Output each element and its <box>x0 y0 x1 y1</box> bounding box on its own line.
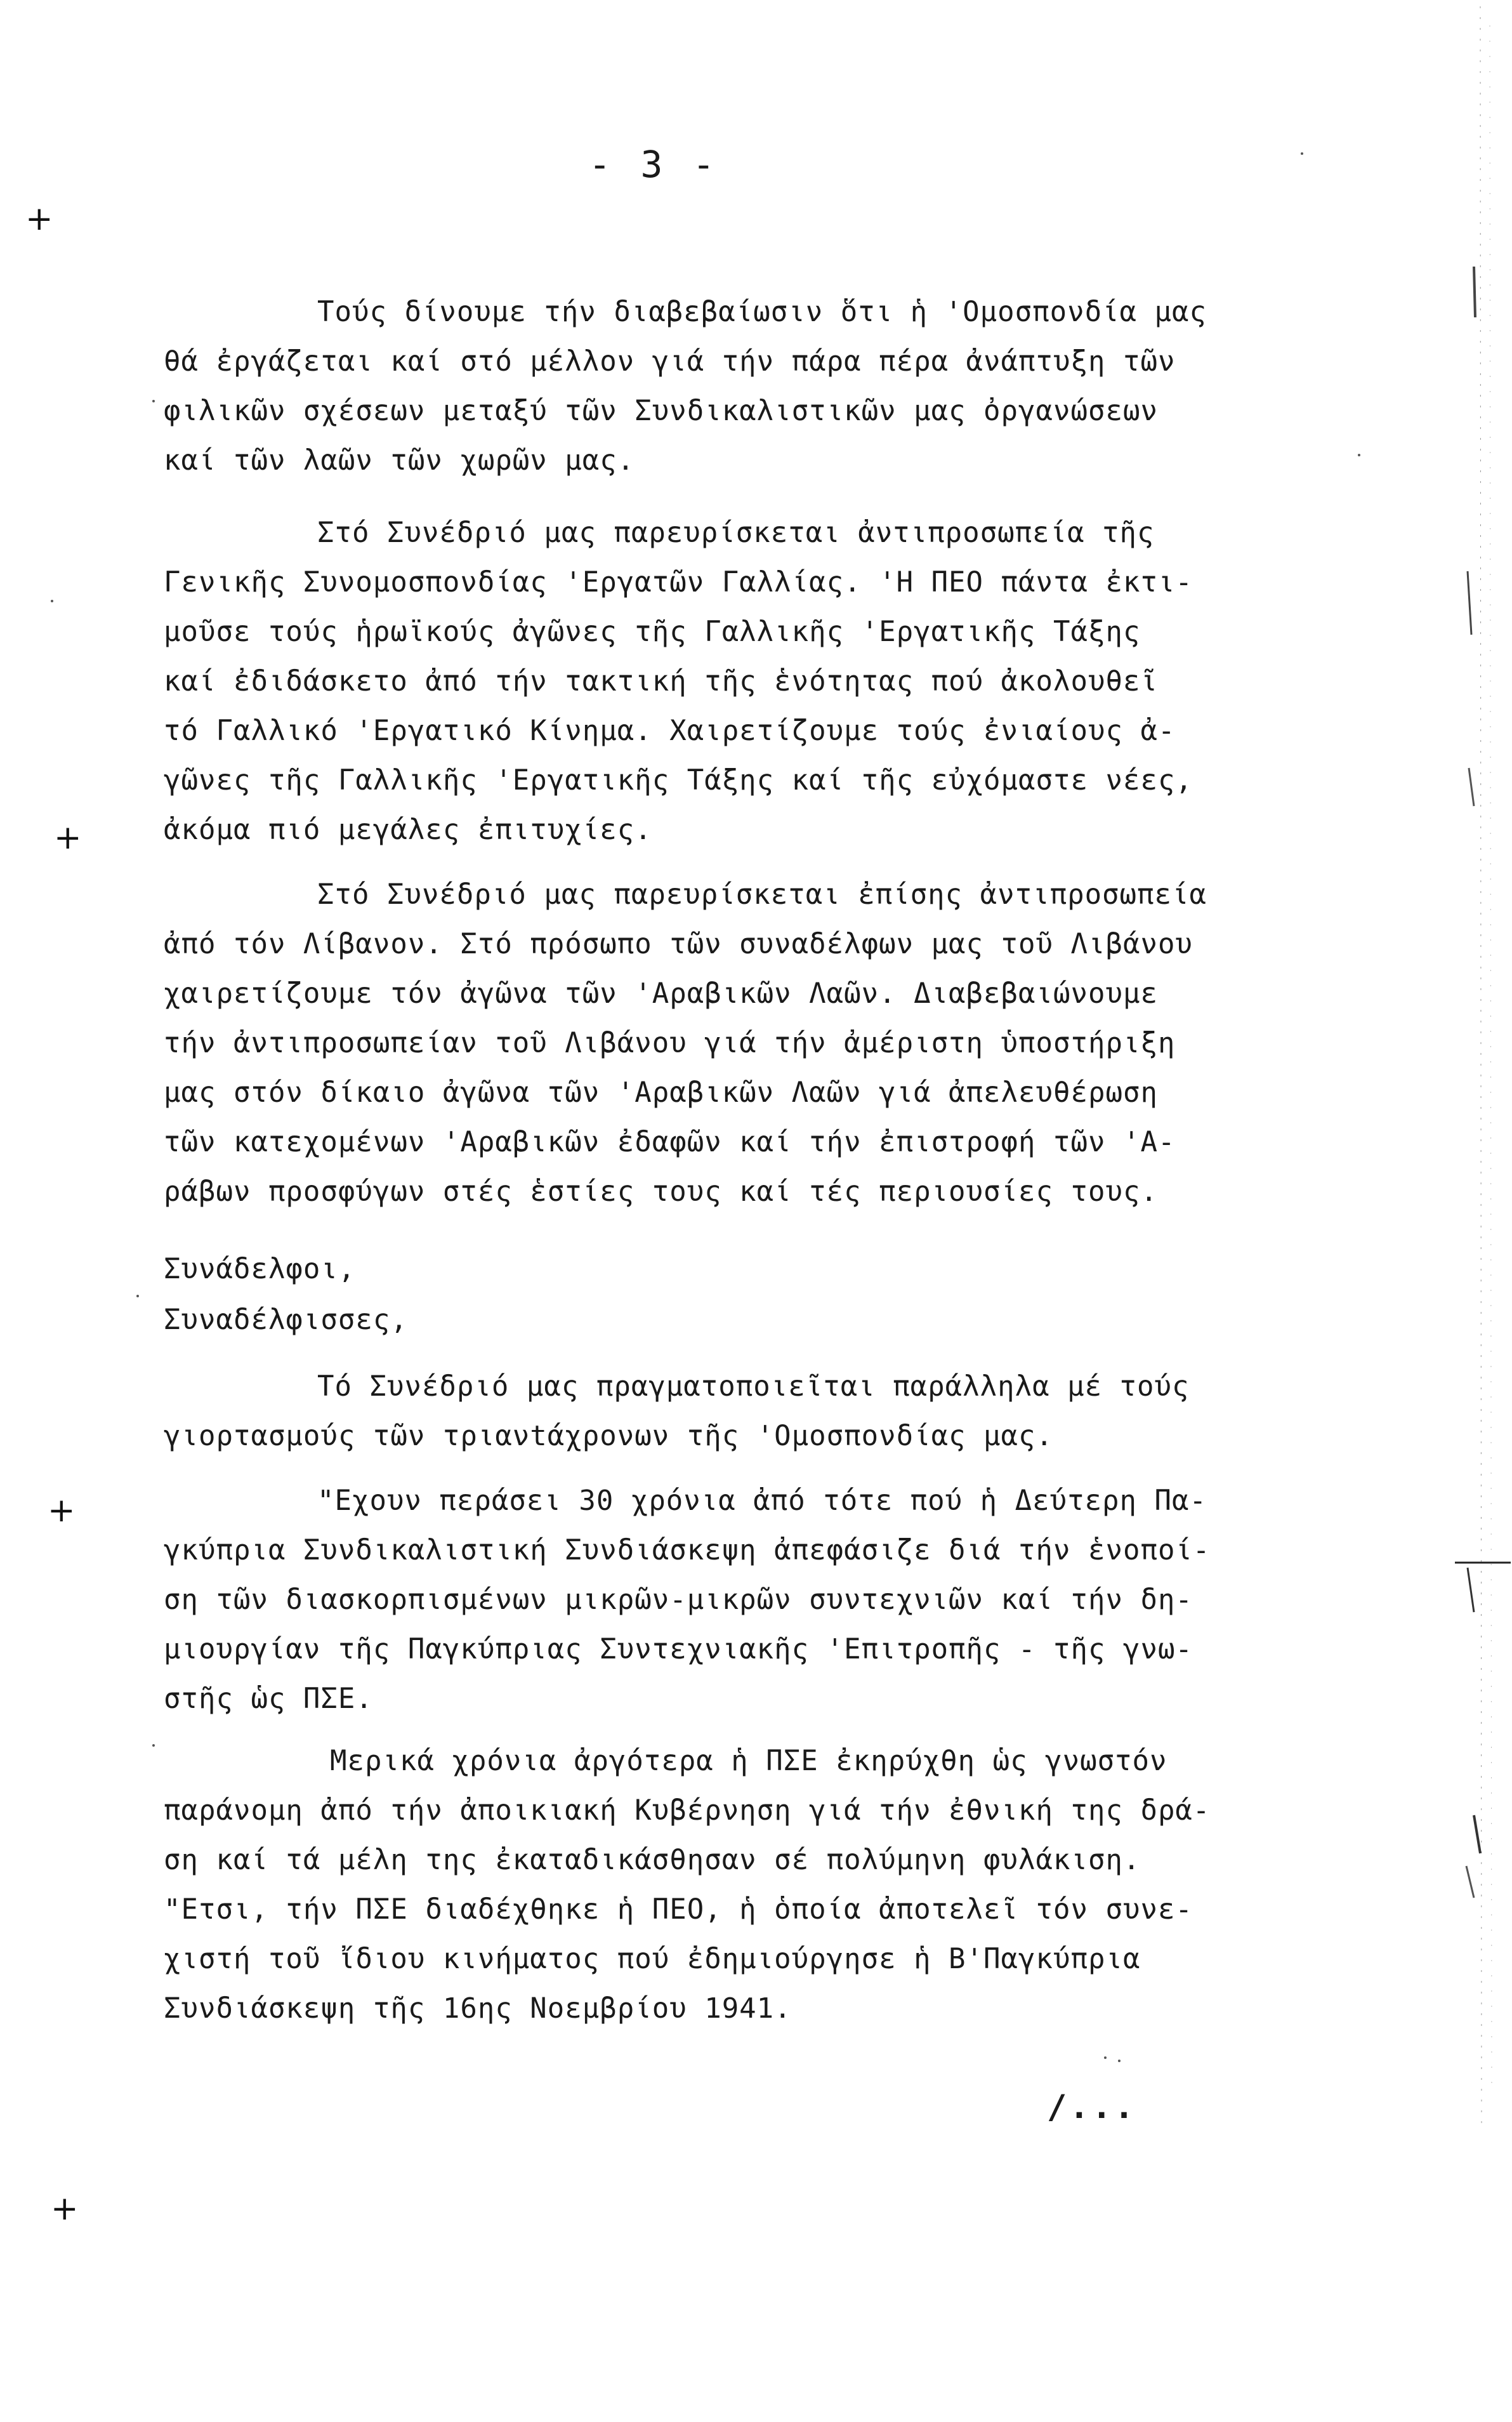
text-line: τήν ἀντιπροσωπείαν τοῦ Λιβάνου γιά τήν ἀμέριστη ὑποστήριξη <box>164 1027 1176 1059</box>
text-line: ἀπό τόν Λίβανον. Στό πρόσωπο τῶν συναδέλφων μας τοῦ Λιβάνου <box>164 928 1193 960</box>
margin-mark-2: + <box>54 819 82 857</box>
text-line: στῆς ὡς ΠΣΕ. <box>164 1683 373 1715</box>
text-line: ράβων προσφύγων στές ἑστίες τους καί τές περιουσίες τους. <box>164 1175 1158 1208</box>
salutation-line: Συναδέλφισσες, <box>164 1304 408 1336</box>
text-line: Στό Συνέδριό μας παρευρίσκεται ἀντιπροσωπεία τῆς <box>317 517 1155 549</box>
text-line: θά ἐργάζεται καί στό μέλλον γιά τήν πάρα πέρα ἀνάπτυξη τῶν <box>164 345 1176 378</box>
margin-mark-4: + <box>51 2190 79 2228</box>
text-line: τῶν κατεχομένων 'Αραβικῶν ἐδαφῶν καί τήν ἐπιστροφή τῶν 'Α- <box>164 1126 1176 1158</box>
text-line: γκύπρια Συνδικαλιστική Συνδιάσκεψη ἀπεφάσιζε διά τήν ἑνοποί- <box>164 1534 1211 1566</box>
text-line: χιστή τοῦ ἴδιου κινήματος πού ἐδημιούργησε ἡ Β'Παγκύπρια <box>164 1943 1141 1975</box>
text-line: ἀκόμα πιό μεγάλες ἐπιτυχίες. <box>164 814 652 846</box>
text-line: "Εχουν περάσει 30 χρόνια ἀπό τότε πού ἡ Δεύτερη Πα- <box>317 1485 1207 1517</box>
text-line: καί τῶν λαῶν τῶν χωρῶν μας. <box>164 444 635 477</box>
page-number: - 3 - <box>588 143 719 186</box>
scan-speck <box>1118 2060 1121 2062</box>
scan-speck <box>152 400 155 402</box>
text-line: ση καί τά μέλη της ἐκαταδικάσθησαν σέ πολύμηνη φυλάκιση. <box>164 1844 1141 1876</box>
text-line: φιλικῶν σχέσεων μεταξύ τῶν Συνδικαλιστικῶν μας ὀργανώσεων <box>164 395 1158 427</box>
margin-mark-3: + <box>48 1492 76 1530</box>
margin-mark-1: + <box>25 200 53 238</box>
scan-speck <box>136 1295 139 1297</box>
text-line: Γενικῆς Συνομοσπονδίας 'Εργατῶν Γαλλίας. 'Η ΠΕΟ πάντα ἐκτι- <box>164 566 1193 599</box>
text-line: Μερικά χρόνια ἀργότερα ἡ ΠΣΕ ἐκηρύχθη ὡς γνωστόν <box>330 1745 1167 1777</box>
text-line: Τό Συνέδριό μας πραγματοποιεῖται παράλληλα μέ τούς <box>317 1370 1190 1403</box>
text-line: παράνομη ἀπό τήν ἀποικιακή Κυβέρνηση γιά τήν ἐθνική της δρά- <box>164 1794 1211 1827</box>
text-line: "Ετσι, τήν ΠΣΕ διαδέχθηκε ἡ ΠΕΟ, ἡ ὁποία ἀποτελεῖ τόν συνε- <box>164 1893 1193 1926</box>
text-line: τό Γαλλικό 'Εργατικό Κίνημα. Χαιρετίζουμε τούς ἐνιαίους ἀ- <box>164 715 1176 747</box>
text-line: καί ἐδιδάσκετο ἀπό τήν τακτική τῆς ἑνότητας πού ἀκολουθεῖ <box>164 665 1158 698</box>
text-line: μιουργίαν τῆς Παγκύπριας Συντεχνιακῆς 'Επιτροπῆς - τῆς γνω- <box>164 1633 1193 1665</box>
text-line: γιορτασμούς τῶν τριανtάχρονων τῆς 'Ομοσπονδίας μας. <box>164 1420 1054 1452</box>
text-line: γῶνες τῆς Γαλλικῆς 'Εργατικῆς Τάξης καί τῆς εὐχόμαστε νέες, <box>164 764 1193 797</box>
text-line: Στό Συνέδριό μας παρευρίσκεται ἐπίσης ἀντιπροσωπεία <box>317 878 1207 911</box>
text-line: ση τῶν διασκορπισμένων μικρῶν-μικρῶν συντεχνιῶν καί τήν δη- <box>164 1584 1193 1616</box>
text-line: μοῦσε τούς ἡρωϊκούς ἀγῶνες τῆς Γαλλικῆς 'Εργατικῆς Τάξης <box>164 616 1141 648</box>
scan-speck <box>1301 152 1303 155</box>
text-line: Τούς δίνουμε τήν διαβεβαίωσιν ὅτι ἡ 'Ομοσπονδία μας <box>317 296 1207 328</box>
scan-speck <box>1104 2056 1107 2059</box>
salutation-line: Συνάδελφοι, <box>164 1253 356 1285</box>
continuation-mark: /... <box>1047 2088 1137 2126</box>
text-line: Συνδιάσκεψη τῆς 16ης Νοεμβρίου 1941. <box>164 1992 792 2025</box>
text-line: μας στόν δίκαιο ἀγῶνα τῶν 'Αραβικῶν Λαῶν γιά ἀπελευθέρωση <box>164 1076 1158 1109</box>
scan-speck <box>1358 454 1360 456</box>
scan-edge-noise <box>1430 0 1512 2158</box>
text-line: χαιρετίζουμε τόν ἀγῶνα τῶν 'Αραβικῶν Λαῶν. Διαβεβαιώνουμε <box>164 977 1158 1010</box>
scan-speck <box>51 600 53 602</box>
scan-speck <box>152 1744 155 1747</box>
